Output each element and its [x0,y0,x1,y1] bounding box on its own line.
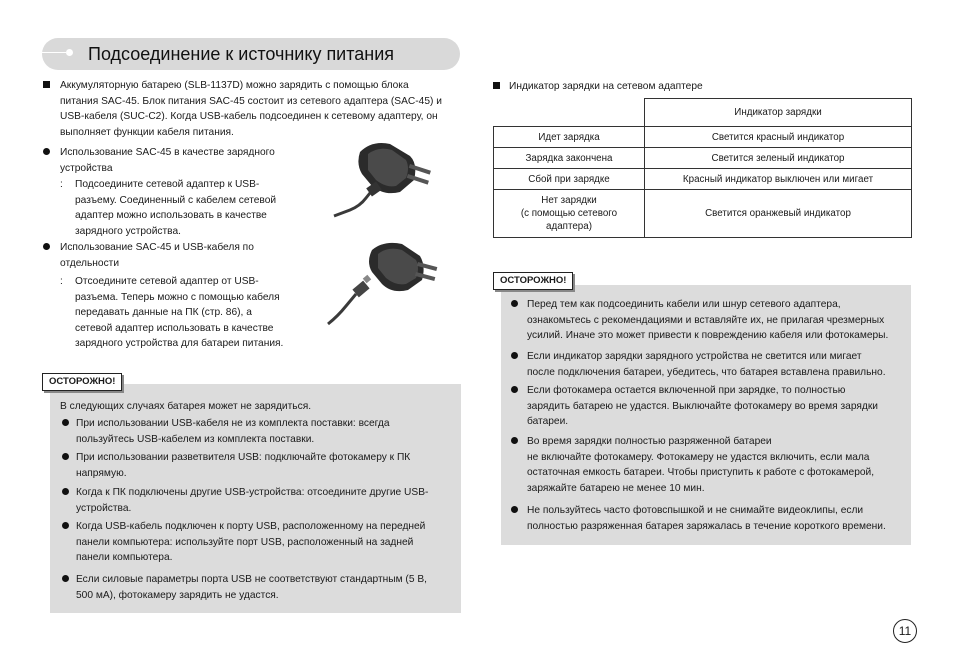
caution-left-line: При использовании разветвителя USB: подключайте фотокамеру к ПК [76,452,411,463]
usage2-body [75,274,283,352]
caution-right-line: Во время зарядки полностью разряженной батареи [527,436,772,447]
caution-left-item [76,416,390,447]
table-light-cell: Светится красный индикатор [645,127,912,148]
state-line: (с помощью сетевого [520,208,618,219]
table-state-cell: Идет зарядка [494,127,645,148]
round-bullet-icon [511,437,518,444]
round-bullet-icon [511,386,518,393]
round-bullet-icon [43,243,50,250]
round-bullet-icon [43,148,50,155]
intro-paragraph [60,78,442,140]
table-row [494,127,912,148]
table-header-cell: Индикатор зарядки [645,99,912,127]
round-bullet-icon [62,419,69,426]
intro-line: питания SAC-45. Блок питания SAC-45 состоит из сетевого адаптера (SAC-45) и [60,95,442,107]
caution-left-line: напрямую. [76,467,127,479]
caution-right-line: полностью разряженная батарея заряжалась в течение короткого времени. [527,520,886,532]
caution-right-item [527,297,888,344]
usage2-title-line: Использование SAC-45 и USB-кабеля по [60,242,254,253]
usage2-title [60,240,254,271]
caution-left-line: панели компьютера. [76,552,173,563]
caution-right-line: Если индикатор зарядки зарядного устройства не светится или мигает [527,351,862,362]
usage1-colon: : [60,179,63,190]
table-row [494,169,912,190]
caution-right-line: зарядить батарею не удастся. Выключайте фотокамеру во время зарядки [527,400,878,412]
table-row [494,148,912,169]
state-line: Нет зарядки [541,195,597,206]
caution-left-line: 500 мА), фотокамеру зарядить не удастся. [76,589,279,601]
caution-left-item [76,572,427,603]
usage2-title-line: отдельности [60,257,120,269]
round-bullet-icon [62,522,69,529]
round-bullet-icon [511,352,518,359]
page-number: 11 [893,619,917,643]
page-title: Подсоединение к источнику питания [88,44,395,64]
caution-right-line: усилий. Иначе это может привести к повреждению кабеля или фотокамеры. [527,330,889,341]
square-bullet-icon [493,82,500,89]
usage2-colon: : [60,276,63,287]
caution-left-line: панели компьютера: используйте порт USB, расположенный на задней [76,536,414,548]
caution-right-line: остаточная емкость батареи. Чтобы приступить к работе с фотокамерой, [527,467,875,478]
indicator-heading: Индикатор зарядки на сетевом адаптере [509,81,703,92]
caution-right-item [527,349,886,380]
table-light-cell: Светится зеленый индикатор [645,148,912,169]
caution-right-line: Перед тем как подсоединить кабели или шнур сетевого адаптера, [527,299,841,310]
usage1-body [75,177,276,239]
adapter-with-cable-image [330,134,442,220]
caution-left-line: Если силовые параметры порта USB не соответствуют стандартным (5 В, [76,574,427,585]
caution-right-line: Если фотокамера остается включенной при зарядке, то полностью [527,385,846,396]
caution-right-item [527,383,878,430]
caution-left-line: При использовании USB-кабеля не из комплекта поставки: всегда [76,418,390,429]
adapter-and-cable-image [322,238,442,330]
caution-right-line: не включайте фотокамеру. Фотокамеру не удастся включить, если мала [527,451,870,463]
caution-right-line: заряжайте батарею не менее 10 мин. [527,482,705,494]
state-line: адаптера) [546,221,592,232]
title-decoration-dot [66,49,73,56]
caution-left-line: пользуйтесь USB-кабелем из комплекта поставки. [76,433,315,445]
caution-right-label: ОСТОРОЖНО! [493,272,573,290]
table-state-cell: Сбой при зарядке [494,169,645,190]
caution-left-intro: В следующих случаях батарея может не зарядиться. [60,401,312,412]
caution-right-item [527,503,886,534]
usage2-body-line: разъема. Теперь можно с помощью кабеля [75,291,280,303]
caution-left-item [76,450,410,481]
indicator-table [493,98,912,238]
round-bullet-icon [62,575,69,582]
usage1-title-line: Использование SAC-45 в качестве зарядного [60,147,275,158]
round-bullet-icon [62,453,69,460]
square-bullet-icon [43,81,50,88]
table-row [494,190,912,238]
caution-left-item [76,485,428,516]
usage2-body-line: передавать данные на ПК (стр. 86), а [75,307,252,318]
caution-right-line: ознакомьтесь с рекомендациями и вставляйте их, не прилагая чрезмерных [527,314,885,326]
usage1-title [60,145,275,176]
intro-line: USB-кабеля (SUC-C2). Когда USB-кабель подсоединен к сетевому адаптеру, он [60,111,438,122]
caution-right-item [527,434,874,496]
caution-left-line: Когда к ПК подключены другие USB-устройства: отсоедините другие USB- [76,487,429,498]
caution-left-item [76,519,425,566]
intro-line: выполняет функции кабеля питания. [60,126,234,138]
usage1-body-line: разъему. Соединенный с кабелем сетевой [75,194,277,206]
usage2-body-line: зарядного устройства для батареи питания. [75,338,284,349]
title-decoration-line [42,52,66,53]
round-bullet-icon [511,300,518,307]
caution-left-line: Когда USB-кабель подключен к порту USB, расположенному на передней [76,521,426,532]
table-corner-cell [494,99,645,127]
round-bullet-icon [511,506,518,513]
table-state-cell [494,190,645,238]
caution-right-line: после подключения батареи, убедитесь, что батарея вставлена правильно. [527,366,886,378]
usage2-body-line: Отсоедините сетевой адаптер от USB- [75,276,259,287]
caution-right-line: батареи. [527,416,569,427]
table-light-cell: Светится оранжевый индикатор [645,190,912,238]
caution-left-line: устройства. [76,502,132,514]
table-row [494,99,912,127]
intro-line: Аккумуляторную батарею (SLB-1137D) можно зарядить с помощью блока [60,80,409,91]
caution-left-label: ОСТОРОЖНО! [42,373,122,391]
table-state-cell: Зарядка закончена [494,148,645,169]
usage1-title-line: устройства [60,162,113,174]
table-light-cell: Красный индикатор выключен или мигает [645,169,912,190]
usage2-body-line: сетевой адаптер использовать в качестве [75,322,274,334]
usage1-body-line: адаптер можно использовать в качестве [75,210,267,221]
caution-right-line: Не пользуйтесь часто фотовспышкой и не снимайте видеоклипы, если [527,505,864,516]
usage1-body-line: зарядного устройства. [75,225,181,237]
usage1-body-line: Подсоедините сетевой адаптер к USB- [75,179,260,190]
round-bullet-icon [62,488,69,495]
